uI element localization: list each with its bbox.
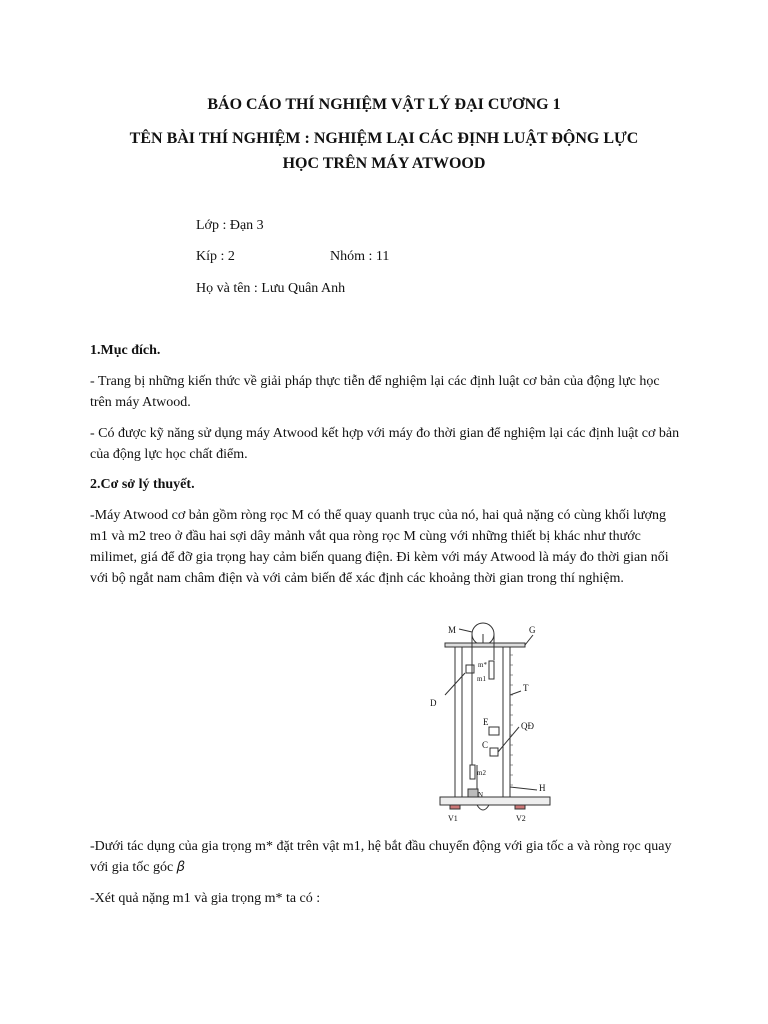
atwood-diagram xyxy=(415,615,565,830)
label-N: N xyxy=(478,791,484,799)
label-QD: QĐ xyxy=(521,721,534,731)
mass-m1 xyxy=(489,661,494,679)
label-T: T xyxy=(523,683,529,693)
mass-m2 xyxy=(470,765,475,779)
section-1-paragraph-1: - Trang bị những kiến thức về giải pháp thực tiễn để nghiệm lại các định luật cơ bản của động lực học trên máy Atwood. xyxy=(90,374,660,410)
magnet-D xyxy=(466,665,474,673)
experiment-title-line2: HỌC TRÊN MÁY ATWOOD xyxy=(282,155,486,172)
left-column xyxy=(455,647,462,797)
experiment-title-line1: TÊN BÀI THÍ NGHIỆM : NGHIỆM LẠI CÁC ĐỊNH LUẬT ĐỘNG LỰC xyxy=(129,130,639,147)
stop-N xyxy=(468,789,478,797)
section-2-heading: 2.Cơ sở lý thuyết. xyxy=(90,477,195,492)
label-M: M xyxy=(448,625,457,635)
label-V2: V2 xyxy=(516,814,526,823)
sensor-C xyxy=(490,748,498,756)
ruler-column xyxy=(503,647,510,797)
report-title: BÁO CÁO THÍ NGHIỆM VẬT LÝ ĐẠI CƯƠNG 1 xyxy=(207,96,561,113)
label-H: H xyxy=(539,783,546,793)
top-bar-G xyxy=(445,643,525,647)
label-G: G xyxy=(529,625,536,635)
section-1-heading: 1.Mục đích. xyxy=(90,343,161,358)
label-m1: m1 xyxy=(477,675,486,683)
section-2-paragraph-3: -Xét quả nặng m1 và gia trọng m* ta có : xyxy=(90,891,321,906)
section-1-paragraph-2: - Có được kỹ năng sử dụng máy Atwood kết hợp với máy đo thời gian để nghiệm lại các định luật cơ bản của động lực học chất điểm. xyxy=(90,426,680,462)
base-H xyxy=(440,797,550,805)
section-2-paragraph-2: -Dưới tác dụng của gia trọng m* đặt trên vật m1, hệ bắt đầu chuyển động với gia tốc a và ròng rọc quay với gia tốc góc 𝛽 xyxy=(90,839,672,875)
label-m-star: m* xyxy=(478,661,487,669)
group-info: Nhóm : 11 xyxy=(330,249,390,264)
kip-info: Kíp : 2 xyxy=(196,249,235,264)
label-C: C xyxy=(482,740,489,750)
platform-E xyxy=(489,727,499,735)
class-info: Lớp : Đạn 3 xyxy=(196,218,264,233)
section-2-paragraph-1: -Máy Atwood cơ bản gồm ròng rọc M có thể quay quanh trục của nó, hai quả nặng có cùng khối lượng m1 và m2 treo ở đầu hai sợi dây mảnh vắt qua ròng rọc M cùng với những thiết bị khác như thước milimet, giá để đỡ gia trọng hay cảm biến quang điện. Đi kèm với máy Atwood là máy đo thời gian nối với bộ ngắt nam châm điện và với cảm biến để xác định các khoảng thời gian trong thí nghiệm. xyxy=(90,508,669,586)
student-name: Họ và tên : Lưu Quân Anh xyxy=(196,281,346,296)
atwood-machine-figure xyxy=(415,615,565,830)
label-D: D xyxy=(430,698,437,708)
label-E: E xyxy=(483,717,489,727)
label-V1: V1 xyxy=(448,814,458,823)
label-m2: m2 xyxy=(477,769,486,777)
